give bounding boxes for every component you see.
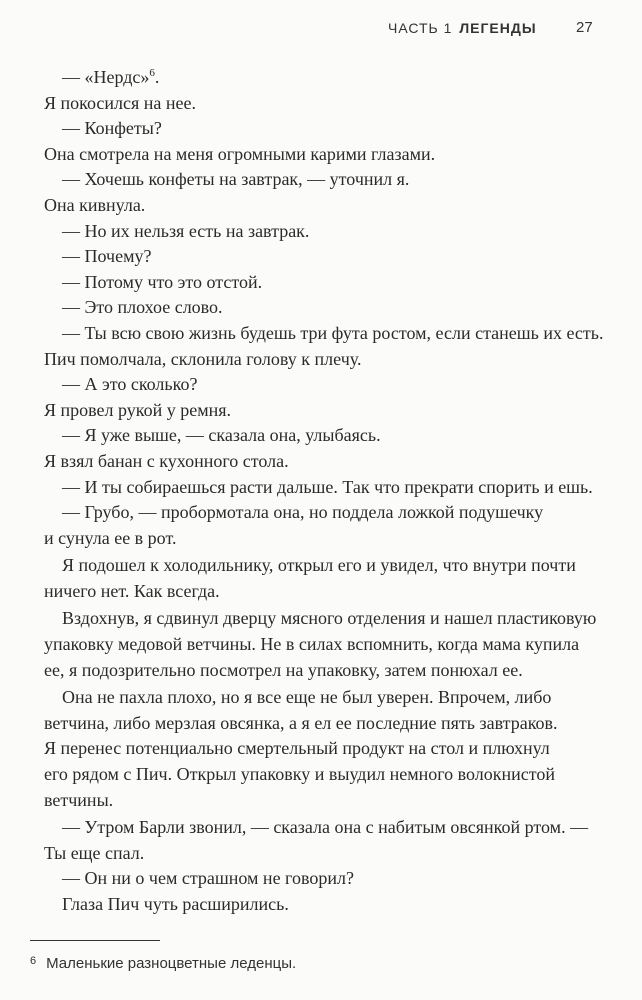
text-line: Она смотрела на меня огромными карими глазами. — [44, 143, 436, 164]
footnote-number: 6 — [30, 955, 37, 967]
footnote — [30, 955, 296, 972]
text-line: Я подошел к холодильнику, открыл его и увидел, что внутри почти — [62, 555, 576, 576]
running-header — [388, 19, 593, 36]
text-line: Она кивнула. — [44, 194, 146, 215]
text-line: Пич помолчала, склонила голову к плечу. — [44, 348, 362, 369]
text-line: — И ты собираешься расти дальше. Так что прекрати спорить и ешь. — [62, 476, 593, 497]
text-line: — Я уже выше, — сказала она, улыбаясь. — [62, 425, 381, 446]
text-line: Я взял банан с кухонного стола. — [44, 450, 289, 471]
text-line: Вздохнув, я сдвинул дверцу мясного отделения и нашел пластиковую — [62, 608, 597, 629]
text-line: — Это плохое слово. — [62, 297, 223, 318]
text-line: Она не пахла плохо, но я все еще не был уверен. Впрочем, либо — [62, 687, 552, 708]
text-line: — А это сколько? — [62, 374, 198, 395]
text-line: Я перенес потенциально смертельный продукт на стол и плюхнул — [44, 738, 550, 759]
text-line: — Он ни о чем страшном не говорил? — [62, 868, 354, 889]
text-line: Я покосился на нее. — [44, 92, 197, 113]
text-line: Ты еще спал. — [44, 842, 145, 863]
text-line: — Почему? — [62, 246, 152, 267]
footnote-text: Маленькие разноцветные леденцы. — [46, 955, 297, 972]
text-line: — Утром Барли звонил, — сказала она с набитым овсянкой ртом. — — [62, 817, 589, 838]
footnote-ref: 6 — [149, 67, 155, 79]
text-line: Я провел рукой у ремня. — [44, 399, 232, 420]
text-line: упаковку медовой ветчины. Не в силах вспомнить, когда мама купила — [44, 634, 580, 655]
text-line: ветчина, либо мерзлая овсянка, а я ел ее последние пять завтраков. — [44, 712, 558, 733]
footnote-divider — [30, 940, 160, 941]
text-line: — Конфеты? — [62, 118, 162, 139]
text-line: Глаза Пич чуть расширились. — [62, 894, 289, 914]
text-line: ничего нет. Как всегда. — [44, 580, 220, 601]
text-line: — Но их нельзя есть на завтрак. — [62, 220, 310, 241]
text-line: ветчины. — [44, 789, 114, 810]
page-number: 27 — [576, 19, 593, 36]
text-line: — Хочешь конфеты на завтрак, — уточнил я. — [62, 169, 410, 190]
text-line: — Грубо, — пробормотала она, но поддела ложкой подушечку — [62, 502, 544, 523]
body-text — [44, 65, 604, 918]
text-line: и сунула ее в рот. — [44, 527, 177, 548]
text-line: — Потому что это отстой. — [62, 271, 263, 292]
text-line: — «Нердс»$^6$. — [62, 67, 160, 87]
text-line: — Ты всю свою жизнь будешь три фута ростом, если станешь их есть. — [62, 322, 604, 343]
text-line: ее, я подозрительно посмотрел на упаковку, затем понюхал ее. — [44, 659, 523, 680]
part-label: ЧАСТЬ 1 — [388, 20, 453, 36]
text-line: его рядом с Пич. Открыл упаковку и выудил немного волокнистой — [44, 764, 556, 785]
chapter-title: ЛЕГЕНДЫ — [459, 20, 537, 36]
